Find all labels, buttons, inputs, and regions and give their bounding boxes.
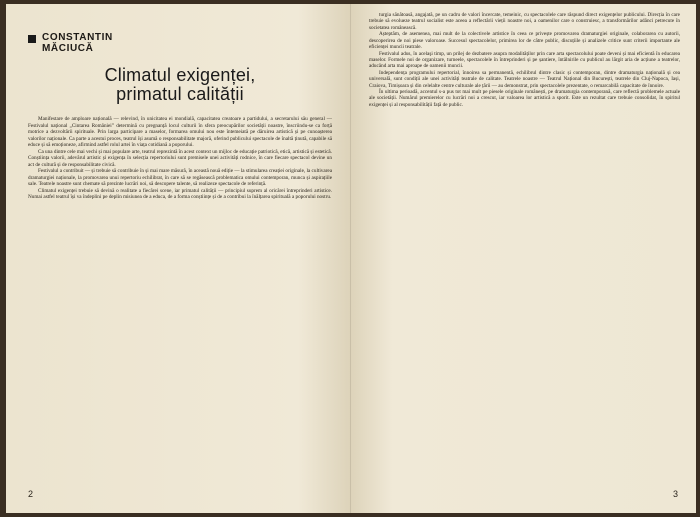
- page-number-right: 3: [672, 489, 678, 499]
- left-body-text: [28, 116, 332, 201]
- paragraph: Festivalul adus, în acelaşi timp, un prilej de dezbatere asupra modalităților prin care arta spectacolului poate deveni și mai eficientă în educarea maselor. Formele noi de organizare, turneele, spectacolele în întreprinderi și pe șantiere, întâlnirile cu publicul au lărgit aria de acțiune a teatrelor, aducând arta mai aproape de oamenii muncii.: [369, 50, 680, 70]
- paragraph: În ultima perioadă, accentul s-a pus tot mai mult pe piesele originale românești, pe dramaturgia contemporană, care reflectă problemele actuale ale societății. Numărul premierelor cu lucrări noi a crescut, iar valoarea lor artistică a sporit. Este un rezultat care trebuie consolidat, în spiritul exigenței și al responsabilității față de public.: [369, 89, 680, 108]
- paragraph: Ca una dintre cele mai vechi și mai populare arte, teatrul reprezintă în acest context un mijloc de educație patriotică, etică, artistică și estetică. Conștiința valorii, adevărul artistic și exigența în selecția repertoriului sunt premisele unei activități rodnice, în care fiecare spectacol devine un act de cultură și de responsabilitate civică.: [28, 148, 332, 168]
- paragraph: turgia sănătoasă, angajată, pe un cadru de valori încercate, temeinic, cu spectacolele care răspund direct exigențelor publicului. Direcția în care trebuie să evolueze teatrul socialist este aceea a reflectării vieții noastre noi, a oamenilor care o construiesc, a transformărilor adânci petrecute în societatea românească.: [369, 12, 680, 31]
- paragraph: Independența programului repertorial, înnoirea sa permanentă, echilibrul dintre clasic și contemporan, dintre dramaturgia națională și cea universală, sunt condiții ale unei activități teatrale de calitate. Teatrele noastre — Teatrul Național din București, teatrele din Cluj-Napoca, Iași, Craiova, Timișoara și din celelalte centre culturale ale țării — au demonstrat, prin spectacolele prezentate, o remarcabilă capacitate de înnoire.: [369, 69, 680, 89]
- author-first-name: CONSTANTIN: [42, 32, 113, 43]
- author-block: [28, 32, 332, 54]
- title-line-1: Climatul exigenței,: [104, 65, 256, 85]
- magazine-spread: [6, 4, 696, 513]
- paragraph: Manifestare de amploare națională — relevind, în unicitatea ei mondială, capacitatea creatoare a partidului, a secretarului său general — Festivalul național „Cintarea României” determină cu pregnanță locul culturii în sfera preocupărilor societății noastre, înscriindu-se ca forță motrice a dezvoltării spirituale. Prin larga participare a maselor, formarea omului nou este întemeiată pe dăruirea artistică și pe cunoașterea valorilor naționale. Ca parte a acestui proces, teatrul își asumă o responsabilitate majoră, oferind publicului spectacole de înaltă ținută, capabile să educe și să emoționeze, afirmind astfel rolul artei în viața cotidiană a poporului.: [28, 116, 332, 148]
- paragraph: Așteptăm, de asemenea, mai mult de la colectivele artistice în ceea ce privește promovarea dramaturgiei originale, colaborarea cu autorii, descoperirea de noi piese valoroase. Succesul spectacolelor, primirea lor de către public, discuțiile și analizele critice sunt criterii importante ale eficienței muncii teatrale.: [369, 31, 680, 51]
- paragraph: Climatul exigenței trebuie să devină o realitate a fiecărei scene, iar primatul calității — principiul suprem al oricărei întreprinderi artistice. Numai astfel teatrul își va îndeplini pe deplin misiunea de a educa, de a forma conștiințe și de a contribui la înălțarea spirituală a poporului nostru.: [28, 187, 332, 200]
- right-body-text: [369, 12, 680, 108]
- page-number-left: 2: [28, 489, 34, 499]
- article-title: [28, 66, 332, 104]
- author-bullet: [28, 35, 36, 43]
- left-page: [6, 4, 351, 513]
- right-page: [351, 4, 696, 513]
- title-line-2: primatul calității: [116, 84, 244, 104]
- paragraph: Festivalul a contribuit — și trebuie să contribuie în și mai mare măsură, în această nouă ediție — la stimularea creației originale, la cultivarea dramaturgiei naționale, la promovarea unui repertoriu echilibrat, în care să se regăsească problematica omului contemporan, munca și aspirațiile sale. Teatrele noastre sunt chemate să prezinte lucrări noi, să descopere talente, să realizeze spectacole de referință.: [28, 168, 332, 187]
- author-name: [42, 32, 113, 54]
- author-last-name: MĂCIUCĂ: [42, 43, 94, 54]
